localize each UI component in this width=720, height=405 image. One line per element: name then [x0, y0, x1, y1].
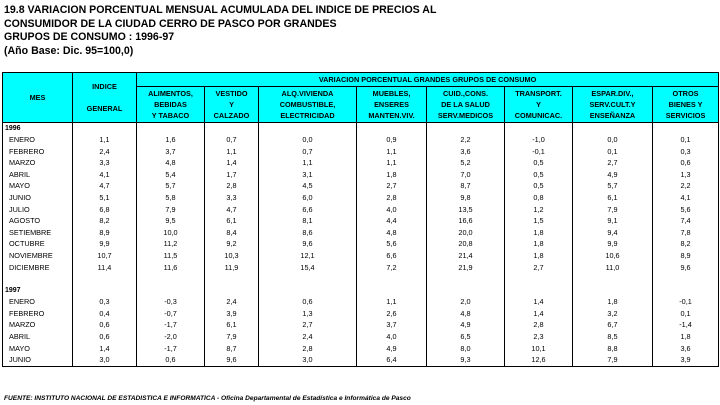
value-cell: 9,4 — [573, 227, 653, 239]
value-cell: 1,4 — [505, 308, 573, 320]
month-cell: DICIEMBRE — [3, 262, 73, 274]
value-cell: 7,9 — [573, 354, 653, 366]
value-cell: 1,4 — [205, 157, 259, 169]
month-cell: MAYO — [3, 180, 73, 192]
value-cell: 10,6 — [573, 250, 653, 262]
value-cell: 1,1 — [357, 146, 427, 158]
spacer-cell — [505, 285, 573, 296]
value-cell: 6,0 — [259, 192, 357, 204]
table-row — [3, 192, 719, 204]
spacer-cell — [137, 273, 205, 285]
value-cell: 4,8 — [137, 157, 205, 169]
value-cell: 0,4 — [73, 308, 137, 320]
header-column-6 — [505, 87, 573, 123]
value-cell: 8,7 — [205, 343, 259, 355]
value-cell: 0,5 — [505, 180, 573, 192]
value-cell: 2,2 — [427, 134, 505, 146]
header-column-2 — [205, 87, 259, 123]
value-cell: 1,8 — [357, 169, 427, 181]
value-cell: -1,4 — [653, 319, 719, 331]
value-cell: 8,0 — [427, 343, 505, 355]
value-cell: 0,5 — [505, 157, 573, 169]
table-row — [3, 180, 719, 192]
value-cell: 3,3 — [73, 157, 137, 169]
value-cell: -0,3 — [137, 296, 205, 308]
value-cell: 1,8 — [505, 227, 573, 239]
value-cell: 1,6 — [137, 134, 205, 146]
header-column-6-line-3: COMUNICAC. — [514, 111, 563, 120]
value-cell: 6,5 — [427, 331, 505, 343]
value-cell: -1,7 — [137, 343, 205, 355]
value-cell: 0,0 — [259, 134, 357, 146]
header-column-7-line-1: ESPAR.DIV., — [591, 89, 634, 98]
value-cell: 4,7 — [205, 204, 259, 216]
value-cell: 2,7 — [259, 319, 357, 331]
header-column-1-line-1: ALIMENTOS, — [148, 89, 193, 98]
value-cell: 4,8 — [357, 227, 427, 239]
value-cell: 7,8 — [653, 227, 719, 239]
header-column-4 — [357, 87, 427, 123]
spacer-cell — [137, 285, 205, 296]
value-cell: 11,4 — [73, 262, 137, 274]
month-cell: SETIEMBRE — [3, 227, 73, 239]
value-cell: 6,6 — [357, 250, 427, 262]
month-cell: OCTUBRE — [3, 238, 73, 250]
value-cell: 3,3 — [205, 192, 259, 204]
header-column-8-line-3: SERVICIOS — [665, 111, 706, 120]
header-column-7 — [573, 87, 653, 123]
value-cell: 1,4 — [505, 296, 573, 308]
table-row — [3, 319, 719, 331]
value-cell: 11,9 — [205, 262, 259, 274]
value-cell: 7,2 — [357, 262, 427, 274]
spacer-cell — [573, 273, 653, 285]
value-cell: 2,8 — [205, 180, 259, 192]
value-cell: 10,7 — [73, 250, 137, 262]
value-cell: 8,5 — [573, 331, 653, 343]
value-cell: 4,9 — [357, 343, 427, 355]
value-cell: 21,4 — [427, 250, 505, 262]
value-cell: 20,0 — [427, 227, 505, 239]
table-row — [3, 296, 719, 308]
table-row — [3, 204, 719, 216]
value-cell: 0,6 — [73, 331, 137, 343]
value-cell: -0,7 — [137, 308, 205, 320]
value-cell: 4,0 — [357, 331, 427, 343]
value-cell: 9,6 — [205, 354, 259, 366]
spacer-cell — [259, 285, 357, 296]
spacer-cell — [573, 123, 653, 135]
value-cell: 4,9 — [573, 169, 653, 181]
header-column-7-line-3: ENSEÑANZA — [589, 111, 636, 120]
value-cell: 8,7 — [427, 180, 505, 192]
table-row — [3, 262, 719, 274]
value-cell: 9,9 — [73, 238, 137, 250]
spacer-cell — [205, 285, 259, 296]
value-cell: 6,8 — [73, 204, 137, 216]
value-cell: 3,0 — [259, 354, 357, 366]
year-row — [3, 123, 719, 135]
value-cell: 4,8 — [427, 308, 505, 320]
value-cell: 0,6 — [73, 319, 137, 331]
value-cell: 0,1 — [573, 146, 653, 158]
month-cell: FEBRERO — [3, 308, 73, 320]
value-cell: 8,9 — [653, 250, 719, 262]
value-cell: 3,7 — [357, 319, 427, 331]
value-cell: 2,4 — [205, 296, 259, 308]
value-cell: 1,1 — [205, 146, 259, 158]
value-cell: 11,6 — [137, 262, 205, 274]
spacer-cell — [259, 123, 357, 135]
value-cell: 11,0 — [573, 262, 653, 274]
table-row — [3, 134, 719, 146]
value-cell: 7,9 — [137, 204, 205, 216]
value-cell: 1,1 — [357, 296, 427, 308]
value-cell: 1,1 — [259, 157, 357, 169]
month-cell: MARZO — [3, 319, 73, 331]
value-cell: 2,6 — [357, 308, 427, 320]
value-cell: 9,5 — [137, 215, 205, 227]
year-label: 1997 — [3, 285, 73, 296]
year-row — [3, 285, 719, 296]
value-cell: 9,8 — [427, 192, 505, 204]
table-row — [3, 227, 719, 239]
value-cell: 5,6 — [653, 204, 719, 216]
value-cell: 12,1 — [259, 250, 357, 262]
table-row — [3, 308, 719, 320]
header-column-5-line-3: SERV.MEDICOS — [437, 111, 494, 120]
title-line-2: CONSUMIDOR DE LA CIUDAD CERRO DE PASCO POR GRANDES — [4, 17, 337, 30]
value-cell: 12,6 — [505, 354, 573, 366]
value-cell: 5,7 — [573, 180, 653, 192]
value-cell: 13,5 — [427, 204, 505, 216]
spacer-cell — [73, 285, 137, 296]
value-cell: 2,8 — [357, 192, 427, 204]
value-cell: 10,1 — [505, 343, 573, 355]
value-cell: 6,1 — [205, 215, 259, 227]
value-cell: 10,0 — [137, 227, 205, 239]
source-note: FUENTE: INSTITUTO NACIONAL DE ESTADISTICA E INFORMATICA - Oficina Departamental de Estadística e Informática de Pasco — [4, 395, 411, 402]
value-cell: 4,1 — [73, 169, 137, 181]
header-column-5 — [427, 87, 505, 123]
value-cell: -2,0 — [137, 331, 205, 343]
table-row — [3, 146, 719, 158]
value-cell: 3,0 — [73, 354, 137, 366]
title-line-3: GRUPOS DE CONSUMO : 1996-97 — [4, 31, 175, 43]
value-cell: 5,2 — [427, 157, 505, 169]
header-column-1-line-2: BEBIDAS — [154, 100, 187, 109]
value-cell: 6,4 — [357, 354, 427, 366]
value-cell: 8,1 — [259, 215, 357, 227]
header-column-5-line-1: CUID.,CONS. — [443, 89, 488, 98]
value-cell: 1,1 — [73, 134, 137, 146]
value-cell: 0,8 — [505, 192, 573, 204]
spacer-cell — [205, 273, 259, 285]
value-cell: 3,9 — [205, 308, 259, 320]
month-cell: AGOSTO — [3, 215, 73, 227]
value-cell: 1,8 — [653, 331, 719, 343]
header-column-2-line-3: CALZADO — [213, 111, 250, 120]
value-cell: 11,5 — [137, 250, 205, 262]
header-column-3-line-1: ALQ.VIVIENDA — [281, 89, 334, 98]
value-cell: 0,1 — [653, 308, 719, 320]
value-cell: 7,0 — [427, 169, 505, 181]
value-cell: 4,7 — [73, 180, 137, 192]
value-cell: 3,2 — [573, 308, 653, 320]
value-cell: 0,3 — [653, 146, 719, 158]
value-cell: -1,7 — [137, 319, 205, 331]
value-cell: -0,1 — [653, 296, 719, 308]
header-column-4-line-1: MUEBLES, — [372, 89, 411, 98]
value-cell: 0,1 — [653, 134, 719, 146]
spacer-cell — [653, 273, 719, 285]
month-cell: MARZO — [3, 157, 73, 169]
month-cell: JUNIO — [3, 354, 73, 366]
value-cell: 0,9 — [357, 134, 427, 146]
spacer-cell — [653, 285, 719, 296]
header-column-8-line-2: BIENES Y — [668, 100, 703, 109]
header-column-1 — [137, 87, 205, 123]
spacer-cell — [505, 123, 573, 135]
header-column-5-line-2: DE LA SALUD — [441, 100, 490, 109]
spacer-cell — [357, 285, 427, 296]
month-cell: FEBRERO — [3, 146, 73, 158]
value-cell: 16,6 — [427, 215, 505, 227]
value-cell: 8,6 — [259, 227, 357, 239]
header-mes: MES — [3, 73, 73, 123]
value-cell: 9,3 — [427, 354, 505, 366]
value-cell: 0,3 — [73, 296, 137, 308]
value-cell: 20,8 — [427, 238, 505, 250]
header-column-2-line-2: Y — [229, 100, 234, 109]
value-cell: 2,7 — [505, 262, 573, 274]
table-row — [3, 343, 719, 355]
value-cell: 3,6 — [427, 146, 505, 158]
header-column-2-line-1: VESTIDO — [215, 89, 248, 98]
value-cell: 8,2 — [73, 215, 137, 227]
value-cell: 9,9 — [573, 238, 653, 250]
title-line-1: 19.8 VARIACION PORCENTUAL MENSUAL ACUMULADA DEL INDICE DE PRECIOS AL — [4, 4, 437, 16]
value-cell: 11,2 — [137, 238, 205, 250]
value-cell: 15,4 — [259, 262, 357, 274]
month-cell: JUNIO — [3, 192, 73, 204]
year-label: 1996 — [3, 123, 73, 135]
value-cell: 1,3 — [653, 169, 719, 181]
value-cell: 9,2 — [205, 238, 259, 250]
header-column-3-line-3: ELECTRICIDAD — [280, 111, 335, 120]
value-cell: 3,9 — [653, 354, 719, 366]
spacer-cell — [653, 123, 719, 135]
value-cell: 4,9 — [427, 319, 505, 331]
value-cell: 1,2 — [505, 204, 573, 216]
spacer-cell — [427, 273, 505, 285]
value-cell: 2,8 — [505, 319, 573, 331]
header-column-4-line-2: ENSERES — [374, 100, 409, 109]
title-block — [4, 4, 436, 58]
price-index-table — [2, 72, 719, 367]
header-column-7-line-2: SERV.CULT.Y — [589, 100, 636, 109]
value-cell: 5,4 — [137, 169, 205, 181]
value-cell: 3,6 — [653, 343, 719, 355]
header-column-6-line-1: TRANSPORT. — [515, 89, 562, 98]
value-cell: 4,5 — [259, 180, 357, 192]
value-cell: 6,1 — [573, 192, 653, 204]
header-column-6-line-2: Y — [536, 100, 541, 109]
value-cell: 9,1 — [573, 215, 653, 227]
month-cell: ABRIL — [3, 331, 73, 343]
value-cell: 5,1 — [73, 192, 137, 204]
value-cell: 8,8 — [573, 343, 653, 355]
value-cell: 4,1 — [653, 192, 719, 204]
header-column-8 — [653, 87, 719, 123]
value-cell: 2,7 — [357, 180, 427, 192]
value-cell: 5,8 — [137, 192, 205, 204]
spacer-cell — [573, 285, 653, 296]
header-group-title: VARIACION PORCENTUAL GRANDES GRUPOS DE CONSUMO — [137, 73, 719, 87]
header-column-8-line-1: OTROS — [672, 89, 699, 98]
value-cell: 8,2 — [653, 238, 719, 250]
value-cell: 5,6 — [357, 238, 427, 250]
value-cell: 2,4 — [73, 146, 137, 158]
spacer-cell — [3, 273, 73, 285]
value-cell: 0,6 — [653, 157, 719, 169]
value-cell: 0,7 — [205, 134, 259, 146]
spacer-cell — [427, 123, 505, 135]
value-cell: 6,1 — [205, 319, 259, 331]
table-row — [3, 250, 719, 262]
value-cell: 2,0 — [427, 296, 505, 308]
value-cell: 7,9 — [205, 331, 259, 343]
value-cell: 9,6 — [653, 262, 719, 274]
value-cell: 7,9 — [573, 204, 653, 216]
value-cell: 21,9 — [427, 262, 505, 274]
value-cell: 1,7 — [205, 169, 259, 181]
value-cell: 5,7 — [137, 180, 205, 192]
value-cell: 1,8 — [573, 296, 653, 308]
header-indice-line-2: GENERAL — [86, 104, 123, 113]
table-row — [3, 157, 719, 169]
value-cell: 0,5 — [505, 169, 573, 181]
header-indice-general — [73, 73, 137, 123]
value-cell: 3,1 — [259, 169, 357, 181]
spacer-cell — [427, 285, 505, 296]
value-cell: 2,4 — [259, 331, 357, 343]
value-cell: 6,6 — [259, 204, 357, 216]
table-row — [3, 331, 719, 343]
table-row — [3, 215, 719, 227]
value-cell: 10,3 — [205, 250, 259, 262]
value-cell: 0,7 — [259, 146, 357, 158]
spacer-cell — [205, 123, 259, 135]
value-cell: 2,2 — [653, 180, 719, 192]
value-cell: 2,3 — [505, 331, 573, 343]
month-cell: NOVIEMBRE — [3, 250, 73, 262]
value-cell: 3,7 — [137, 146, 205, 158]
value-cell: 7,4 — [653, 215, 719, 227]
value-cell: 1,8 — [505, 250, 573, 262]
value-cell: 4,0 — [357, 204, 427, 216]
spacer-cell — [137, 123, 205, 135]
header-indice-line-1: INDICE — [92, 82, 117, 91]
value-cell: 1,4 — [73, 343, 137, 355]
header-column-4-line-3: MANTEN.VIV. — [368, 111, 415, 120]
value-cell: 6,7 — [573, 319, 653, 331]
value-cell: 1,1 — [357, 157, 427, 169]
value-cell: 8,4 — [205, 227, 259, 239]
value-cell: 0,6 — [259, 296, 357, 308]
spacer-cell — [73, 123, 137, 135]
table-row — [3, 354, 719, 366]
table-row — [3, 238, 719, 250]
value-cell: 0,0 — [573, 134, 653, 146]
month-cell: ABRIL — [3, 169, 73, 181]
value-cell: -0,1 — [505, 146, 573, 158]
value-cell: 0,6 — [137, 354, 205, 366]
value-cell: 9,6 — [259, 238, 357, 250]
title-line-4: (Año Base: Dic. 95=100,0) — [4, 44, 134, 57]
value-cell: 1,5 — [505, 215, 573, 227]
table-row — [3, 169, 719, 181]
month-cell: MAYO — [3, 343, 73, 355]
value-cell: 4,4 — [357, 215, 427, 227]
value-cell: 2,7 — [573, 157, 653, 169]
spacer-cell — [505, 273, 573, 285]
header-column-3-line-2: COMBUSTIBLE, — [279, 100, 336, 109]
spacer-cell — [259, 273, 357, 285]
spacer-cell — [357, 273, 427, 285]
value-cell: 8,9 — [73, 227, 137, 239]
spacer-cell — [357, 123, 427, 135]
value-cell: -1,0 — [505, 134, 573, 146]
value-cell: 1,8 — [505, 238, 573, 250]
header-column-3 — [259, 87, 357, 123]
month-cell: JULIO — [3, 204, 73, 216]
spacer-cell — [73, 273, 137, 285]
month-cell: ENERO — [3, 134, 73, 146]
month-cell: ENERO — [3, 296, 73, 308]
header-column-1-line-3: Y TABACO — [151, 111, 190, 120]
value-cell: 2,8 — [259, 343, 357, 355]
value-cell: 1,3 — [259, 308, 357, 320]
